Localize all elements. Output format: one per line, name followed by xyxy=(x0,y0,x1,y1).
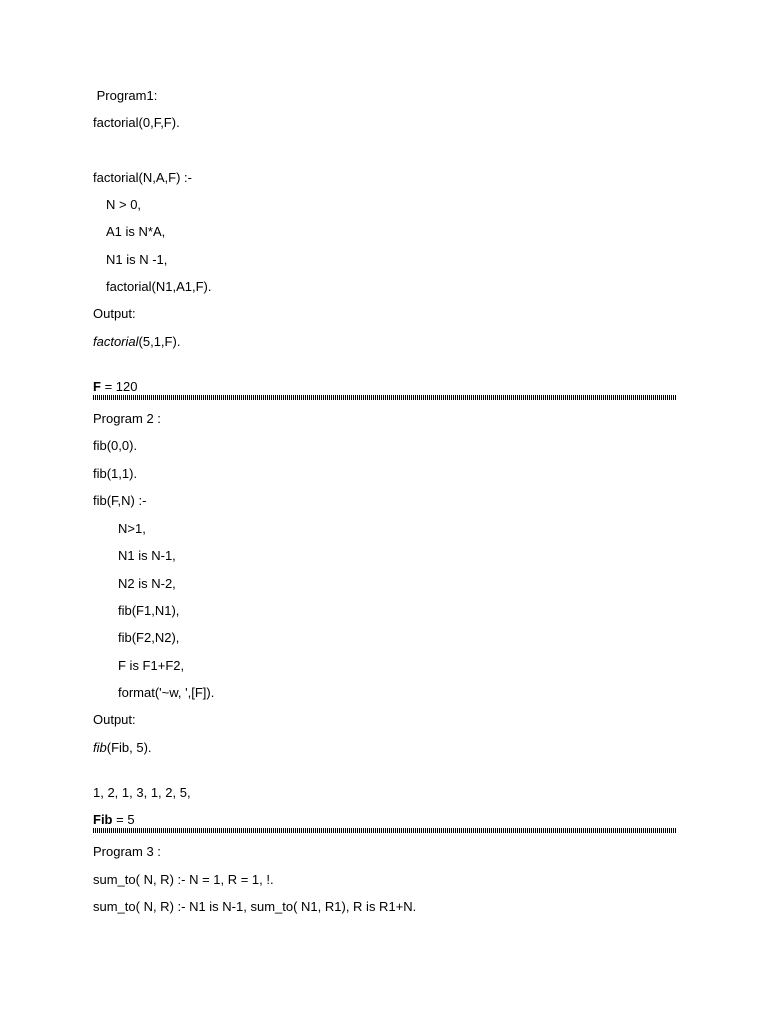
program2-body-line: fib(F2,N2), xyxy=(118,630,180,645)
program2-body-line: N2 is N-2, xyxy=(118,576,176,591)
program1-body-line: factorial(N1,A1,F). xyxy=(106,279,212,294)
program2-result-value: = 5 xyxy=(112,812,135,827)
program2-query-args: (Fib, 5). xyxy=(106,740,152,755)
program1-output-label: Output: xyxy=(93,306,136,321)
program1-result-value: = 120 xyxy=(100,379,138,394)
program2-rule-head: fib(F,N) :- xyxy=(93,493,147,508)
program1-base-fact: factorial(0,F,F). xyxy=(93,115,180,130)
program2-query-predicate: fib xyxy=(93,740,107,755)
program3-heading: Program 3 : xyxy=(93,844,161,859)
program2-output-label: Output: xyxy=(93,712,136,727)
program2-query xyxy=(93,740,152,756)
program2-body-line: fib(F1,N1), xyxy=(118,603,180,618)
program2-body-line: N1 is N-1, xyxy=(118,548,176,563)
program2-result-var: Fib xyxy=(93,812,113,827)
program1-result xyxy=(93,379,137,395)
program1-result-var: F xyxy=(93,379,101,394)
program2-heading: Program 2 : xyxy=(93,411,161,426)
program2-body-line: N>1, xyxy=(118,521,146,536)
program1-body-line: N > 0, xyxy=(106,197,142,212)
program2-body-line: F is F1+F2, xyxy=(118,658,185,673)
program1-query-predicate: factorial xyxy=(93,334,139,349)
program3-clause: sum_to( N, R) :- N = 1, R = 1, !. xyxy=(93,872,274,887)
program2-result xyxy=(93,812,135,828)
section-divider xyxy=(93,828,676,833)
program1-body-line: A1 is N*A, xyxy=(106,224,166,239)
program2-body-line: format('~w, ',[F]). xyxy=(118,685,215,700)
program2-fact: fib(0,0). xyxy=(93,438,138,453)
program1-heading: Program1: xyxy=(93,88,158,103)
program1-query-args: (5,1,F). xyxy=(138,334,181,349)
program3-clause: sum_to( N, R) :- N1 is N-1, sum_to( N1, R1), R is R1+N. xyxy=(93,899,417,914)
program2-printed-output: 1, 2, 1, 3, 1, 2, 5, xyxy=(93,785,191,800)
section-divider xyxy=(93,395,676,400)
program1-query xyxy=(93,334,180,350)
program2-fact: fib(1,1). xyxy=(93,466,138,481)
program1-rule-head: factorial(N,A,F) :- xyxy=(93,170,192,185)
program1-body-line: N1 is N -1, xyxy=(106,252,168,267)
